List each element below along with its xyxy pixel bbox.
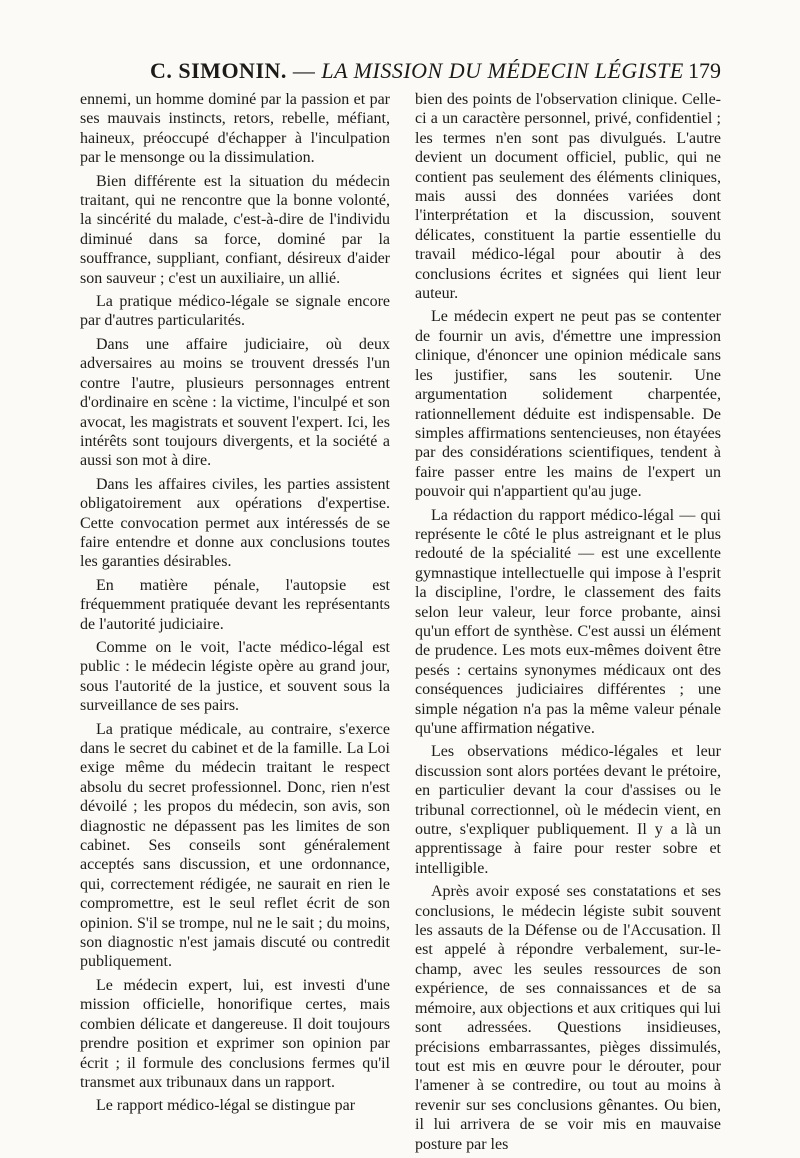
paragraph: Les observations médico-légales et leur discussion sont alors portées devant le prétoire, en particulier devant la cour d'assises ou le tribunal correctionnel, où le médecin vient, en outre, s'expliquer publiquement. Il y a là un apprentissage à faire pour rester sobre et intelligible. [415, 743, 721, 877]
paragraph: Après avoir exposé ses constatations et ses conclusions, le médecin légiste subit souvent les assauts de la Défense ou de l'Accusation. Il est appelé à répondre verbalement, sur-le-champ, avec les seules ressources de son expérience, de ses connaissances et de sa mémoire, aux objections et aux critiques qui lui sont adressées. Questions insidieuses, précisions embarrassantes, pièges dissimulés, tout est mis en œuvre pour le dérouter, pour l'amener à se contredire, ou tout au moins à revenir sur ses conclusions gênantes. Ou bien, il lui arrivera de se voir mis en mauvaise posture par les [415, 883, 721, 1153]
paragraph: La pratique médicale, au contraire, s'exerce dans le secret du cabinet et de la famille. La Loi exige même du médecin traitant le respect absolu du secret professionnel. Donc, rien n'est dévoilé ; les propos du médecin, son avis, son diagnostic ne dépassent pas les limites de son cabinet. Ses conseils sont généralement acceptés sans discussion, et une ordonnance, qui, correctement rédigée, ne saurait en rien le compromettre, est le seul reflet écrit de son opinion. S'il se trompe, nul ne le sait ; du moins, son diagnostic n'est jamais discuté ou contredit publiquement. [80, 720, 390, 971]
paragraph: Comme on le voit, l'acte médico-légal est public : le médecin légiste opère au grand jour, sous l'autorité de la justice, et souvent sous la surveillance de ses pairs. [80, 638, 390, 715]
paragraph: La pratique médico-légale se signale encore par d'autres particularités. [80, 293, 390, 330]
paragraph: En matière pénale, l'autopsie est fréquemment pratiquée devant les représentants de l'autorité judiciaire. [80, 576, 390, 633]
paragraph: Le médecin expert, lui, est investi d'une mission officielle, honorifique certes, mais combien délicate et dangereuse. Il doit toujours prendre position et exprimer son opinion par écrit ; il formule des conclusions fermes qu'il transmet aux tribunaux dans un rapport. [80, 976, 390, 1091]
paragraph: Bien différente est la situation du médecin traitant, qui ne rencontre que la bonne volonté, la sincérité du malade, c'est-à-dire de l'individu diminué dans sa force, dominé par la souffrance, suppliant, confiant, désireux d'aider son sauveur ; c'est un auxiliaire, un allié. [80, 172, 390, 287]
running-header [0, 52, 800, 92]
header-author: C. SIMONIN. [150, 58, 287, 83]
right-column [415, 90, 721, 1158]
paragraph: Dans une affaire judiciaire, où deux adversaires au moins se trouvent dressés l'un contre l'autre, plusieurs personnages entrent d'ordinaire en scène : la victime, l'inculpé et son avocat, les magistrats et souvent l'expert. Ici, les intérêts sont toujours divergents, et la société a aussi son mot à dire. [80, 335, 390, 470]
paragraph: ennemi, un homme dominé par la passion et par ses mauvais instincts, retors, rebelle, méfiant, haineux, préoccupé d'échapper à l'inculpation par le mensonge ou la dissimulation. [80, 91, 390, 167]
paragraph: Le rapport médico-légal se distingue par [96, 1097, 356, 1115]
paragraph: Le médecin expert ne peut pas se contenter de fournir un avis, d'émettre une impression clinique, d'énoncer une opinion médicale sans les justifier, sans les soutenir. Une argumentation solidement charpentée, rationnellement déduite est indispensable. De simples affirmations sentencieuses, non étayées par des considérations scientifiques, tendent à faire passer entre les mains de l'expert un pouvoir qui n'appartient qu'au juge. [415, 308, 721, 501]
header-dash: — [292, 58, 316, 83]
paragraph: bien des points de l'observation clinique. Celle-ci a un caractère personnel, privé, confidentiel ; les termes n'en sont pas divulgués. L'autre devient un document officiel, public, qui ne contient pas seulement des éléments cliniques, mais aussi des données variées dont l'interprétation et la discussion, souvent délicates, constituent la partie essentielle du travail médico-légal pour aboutir à des conclusions écrites et signées qui lient leur auteur. [415, 91, 721, 303]
header-title: LA MISSION DU MÉDECIN LÉGISTE [321, 58, 684, 83]
paragraph: La rédaction du rapport médico-légal — qui représente le côté le plus astreignant et le plus redouté de la spécialité — est une excellente gymnastique intellectuelle qui impose à l'esprit la discipline, l'ordre, le classement des faits selon leur valeur, leur force probante, ainsi qu'un effort de synthèse. C'est aussi un élément de prudence. Les mots eux-mêmes doivent être pesés : certains synonymes médicaux ont des conséquences judiciaires différentes ; une simple négation n'a pas la même valeur pénale qu'une affirmation négative. [415, 506, 721, 737]
page-number: 179 [688, 58, 721, 83]
left-column [80, 90, 390, 1120]
paragraph: Dans les affaires civiles, les parties assistent obligatoirement aux opérations d'expertise. Cette convocation permet aux intéressés de se faire entendre et donne aux conclusions toutes les garanties désirables. [80, 475, 390, 571]
running-title [150, 58, 684, 84]
